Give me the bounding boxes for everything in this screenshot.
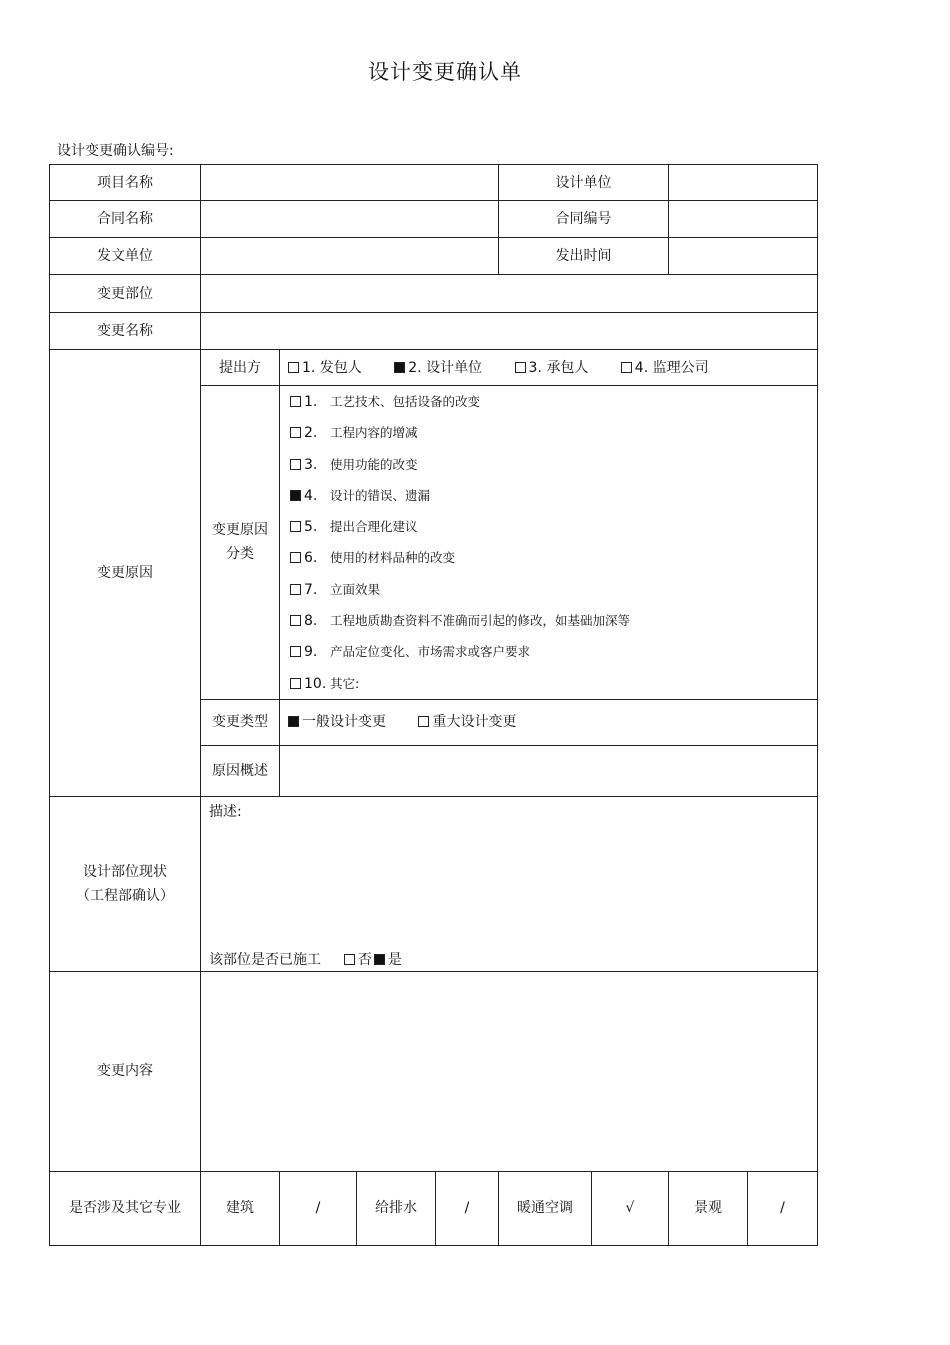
proposer-option[interactable]: 2. 设计单位 — [394, 359, 482, 377]
row-current-status — [50, 796, 818, 971]
change-type-label: 变更类型 — [201, 699, 280, 745]
row-issuing-unit — [50, 238, 818, 275]
checkbox-icon[interactable] — [290, 521, 301, 532]
reason-option-number: 5. — [304, 519, 318, 536]
reason-option[interactable] — [290, 386, 817, 417]
reason-option-number: 1. — [304, 394, 318, 410]
issue-time-field[interactable] — [669, 238, 818, 275]
change-type-option[interactable]: 一般设计变更 — [288, 713, 386, 731]
reason-option[interactable] — [290, 668, 817, 699]
current-status-field[interactable] — [201, 796, 818, 971]
reason-option-text: 产品定位变化、市场需求或客户要求 — [330, 644, 531, 660]
change-type-option[interactable]: 重大设计变更 — [418, 713, 516, 731]
project-name-field[interactable] — [201, 165, 499, 201]
change-content-label: 变更内容 — [50, 971, 201, 1171]
reason-option[interactable] — [290, 636, 817, 667]
checkbox-checked-icon[interactable] — [394, 362, 405, 373]
description-label: 描述: — [209, 803, 242, 820]
reason-summary-field[interactable] — [280, 745, 818, 796]
reason-option[interactable] — [290, 574, 817, 605]
contract-no-label: 合同编号 — [499, 201, 669, 238]
page-title: 设计变更确认单 — [368, 60, 522, 84]
reason-option[interactable] — [290, 480, 817, 511]
reason-option-number: 2. — [304, 425, 318, 442]
issuing-unit-field[interactable] — [201, 238, 499, 275]
constructed-question: 该部位是否已施工 否 是 — [209, 951, 402, 968]
checkbox-icon[interactable] — [290, 678, 301, 689]
change-confirmation-form — [49, 164, 818, 1246]
checkbox-icon[interactable] — [290, 396, 301, 407]
reason-option-number: 9. — [304, 644, 318, 661]
discipline-value[interactable]: / — [436, 1171, 499, 1245]
reason-option[interactable] — [290, 542, 817, 573]
change-reason-label: 变更原因 — [50, 350, 201, 797]
design-unit-label: 设计单位 — [499, 165, 669, 201]
reason-option-number: 8. — [304, 613, 318, 630]
checkbox-icon[interactable] — [290, 646, 301, 657]
change-name-label: 变更名称 — [50, 313, 201, 350]
checkbox-icon[interactable] — [344, 954, 355, 965]
reason-option-number: 4. — [304, 487, 318, 504]
reason-option-text: 工艺技术、包括设备的改变 — [330, 394, 481, 409]
discipline-name: 景观 — [669, 1171, 748, 1245]
reason-option[interactable] — [290, 449, 817, 480]
reason-option-number: 10. — [304, 675, 327, 692]
reason-option-text: 工程内容的增减 — [330, 425, 418, 441]
yes-option-label: 是 — [387, 951, 402, 968]
reason-category-list — [280, 386, 817, 699]
checkbox-checked-icon[interactable] — [288, 716, 299, 727]
reason-summary-label: 原因概述 — [201, 745, 280, 796]
reason-option[interactable] — [290, 417, 817, 448]
reason-option-text: 立面效果 — [330, 581, 381, 597]
change-location-field[interactable] — [201, 275, 818, 313]
contract-name-field[interactable] — [201, 201, 499, 238]
form-number-label: 设计变更确认编号: — [57, 143, 174, 159]
reason-option-text: 提出合理化建议 — [330, 519, 418, 535]
change-content-field[interactable] — [201, 971, 818, 1171]
proposer-label: 提出方 — [201, 350, 280, 386]
row-change-content — [50, 971, 818, 1171]
change-location-label: 变更部位 — [50, 275, 201, 313]
contract-name-label: 合同名称 — [50, 201, 201, 238]
reason-option-text: 使用的材料品种的改变 — [330, 550, 456, 566]
reason-option[interactable] — [290, 511, 817, 542]
other-disciplines-label: 是否涉及其它专业 — [50, 1171, 201, 1245]
reason-category-options — [280, 386, 818, 700]
checkbox-icon[interactable] — [515, 362, 526, 373]
row-proposer — [50, 350, 818, 386]
checkbox-icon[interactable] — [290, 584, 301, 595]
current-status-label: 设计部位现状 （工程部确认） — [50, 796, 201, 971]
reason-option-text: 使用功能的改变 — [330, 456, 418, 472]
design-unit-field[interactable] — [669, 165, 818, 201]
checkbox-icon[interactable] — [290, 615, 301, 626]
reason-option-text: 工程地质勘查资料不准确而引起的修改，如基础加深等 — [330, 613, 631, 629]
checkbox-checked-icon[interactable] — [290, 490, 301, 501]
discipline-value[interactable]: √ — [592, 1171, 669, 1245]
discipline-name: 暖通空调 — [499, 1171, 592, 1245]
reason-option-number: 7. — [304, 581, 318, 598]
proposer-option[interactable]: 3. 承包人 — [515, 359, 589, 377]
discipline-name: 给排水 — [357, 1171, 436, 1245]
row-other-disciplines — [50, 1171, 818, 1245]
reason-option[interactable] — [290, 605, 817, 636]
checkbox-icon[interactable] — [290, 552, 301, 563]
no-option-label: 否 — [357, 951, 372, 968]
reason-option-number: 6. — [304, 550, 318, 567]
proposer-options — [280, 350, 818, 386]
proposer-option[interactable]: 4. 监理公司 — [621, 359, 709, 377]
row-project-name — [50, 165, 818, 201]
row-change-location — [50, 275, 818, 313]
checkbox-icon[interactable] — [288, 362, 299, 373]
checkbox-icon[interactable] — [418, 716, 429, 727]
checkbox-icon[interactable] — [621, 362, 632, 373]
checkbox-checked-icon[interactable] — [374, 954, 385, 965]
row-change-name — [50, 313, 818, 350]
issue-time-label: 发出时间 — [499, 238, 669, 275]
row-contract-name — [50, 201, 818, 238]
discipline-value[interactable]: / — [280, 1171, 357, 1245]
contract-no-field[interactable] — [669, 201, 818, 238]
project-name-label: 项目名称 — [50, 165, 201, 201]
proposer-option[interactable]: 1. 发包人 — [288, 359, 362, 377]
checkbox-icon[interactable] — [290, 459, 301, 470]
change-name-field[interactable] — [201, 313, 818, 350]
discipline-name: 建筑 — [201, 1171, 280, 1245]
reason-option-text: 设计的错误、遗漏 — [330, 487, 431, 503]
issuing-unit-label: 发文单位 — [50, 238, 201, 275]
reason-option-number: 3. — [304, 456, 318, 473]
checkbox-icon[interactable] — [290, 427, 301, 438]
change-type-options — [280, 699, 818, 745]
discipline-value[interactable]: / — [748, 1171, 818, 1245]
reason-option-text: 其它: — [330, 675, 360, 691]
reason-category-label: 变更原因 分类 — [201, 386, 280, 700]
